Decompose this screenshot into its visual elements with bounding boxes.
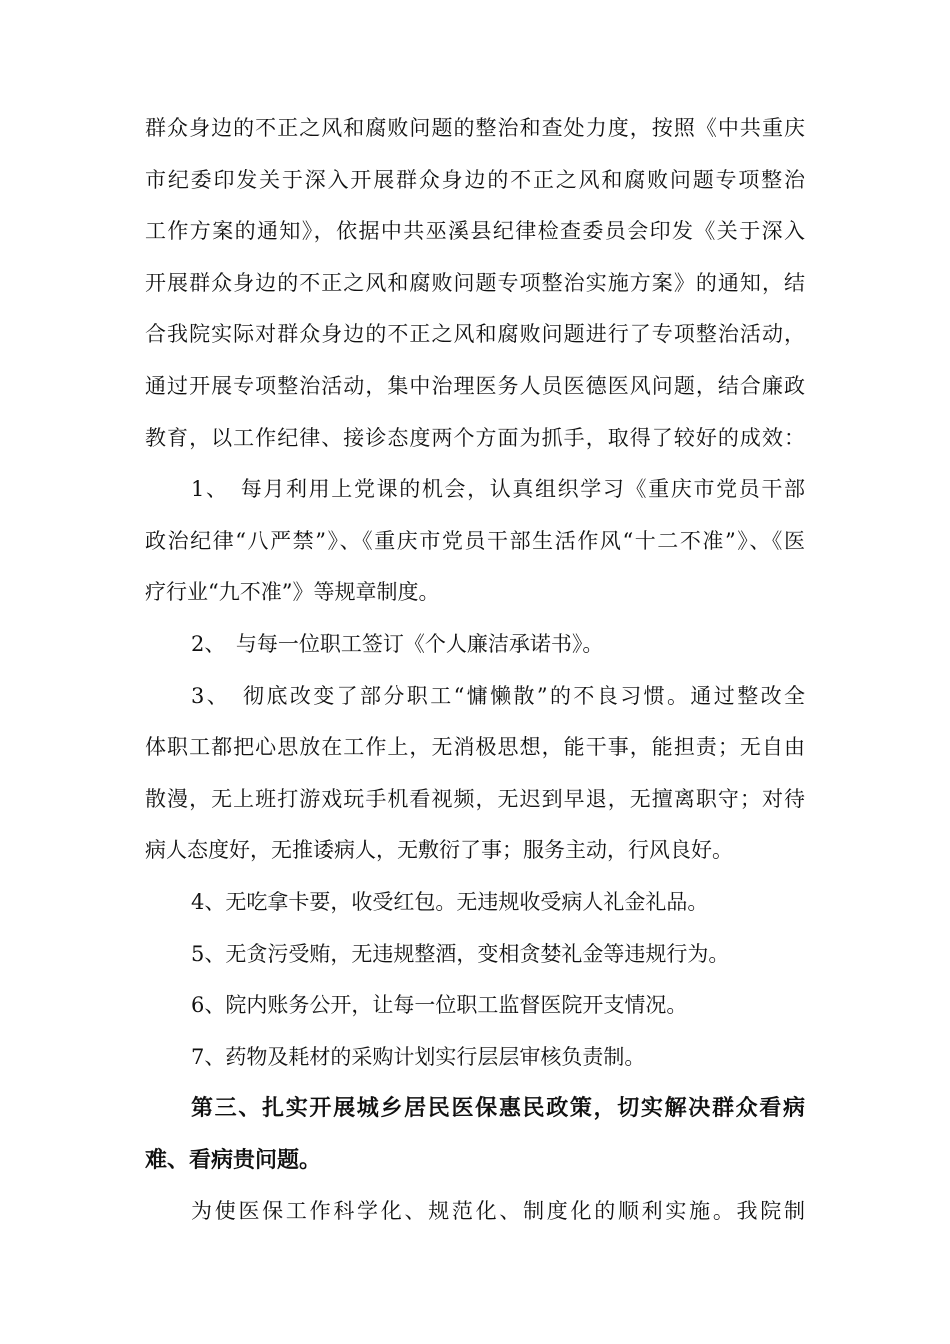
list-item-3: 3、 彻底改变了部分职工“慵懒散”的不良习惯。通过整改全 <box>191 683 805 708</box>
body-line: 体职工都把心思放在工作上，无消极思想，能干事，能担责；无自由 <box>145 735 805 760</box>
list-item-4: 4、无吃拿卡要，收受红包。无违规收受病人礼金礼品。 <box>191 889 709 914</box>
section-heading-continued: 难、看病贵问题。 <box>145 1146 322 1173</box>
section-heading: 第三、扎实开展城乡居民医保惠民政策，切实解决群众看病 <box>191 1095 805 1122</box>
body-line: 工作方案的通知》，依据中共巫溪县纪律检查委员会印发《关于深入 <box>145 219 805 244</box>
body-line: 疗行业“九不准”》等规章制度。 <box>145 580 440 605</box>
body-line: 教育，以工作纪律、接诊态度两个方面为抓手，取得了较好的成效： <box>145 425 805 450</box>
list-item-7: 7、药物及耗材的采购计划实行层层审核负责制。 <box>191 1044 646 1069</box>
body-line: 开展群众身边的不正之风和腐败问题专项整治实施方案》的通知，结 <box>145 270 805 295</box>
list-item-6: 6、院内账务公开，让每一位职工监督医院开支情况。 <box>191 993 688 1018</box>
body-line: 政治纪律“八严禁”》、《重庆市党员干部生活作风“十二不准”》、《医 <box>145 528 805 553</box>
document-body <box>145 103 805 1238</box>
body-line: 散漫，无上班打游戏玩手机看视频，无迟到早退，无擅离职守；对待 <box>145 786 805 811</box>
body-line: 市纪委印发关于深入开展群众身边的不正之风和腐败问题专项整治 <box>145 167 805 192</box>
body-line: 群众身边的不正之风和腐败问题的整治和查处力度，按照《中共重庆 <box>145 116 805 140</box>
body-line: 通过开展专项整治活动，集中治理医务人员医德医风问题，结合廉政 <box>145 373 805 398</box>
list-item-1: 1、 每月利用上党课的机会，认真组织学习《重庆市党员干部 <box>191 477 805 502</box>
list-item-2: 2、 与每一位职工签订《个人廉洁承诺书》。 <box>191 631 604 656</box>
body-line: 病人态度好，无推诿病人，无敷衍了事；服务主动，行风良好。 <box>145 838 733 863</box>
body-line: 合我院实际对群众身边的不正之风和腐败问题进行了专项整治活动， <box>145 322 805 347</box>
body-line: 为使医保工作科学化、规范化、制度化的顺利实施。我院制 <box>191 1199 805 1224</box>
list-item-5: 5、无贪污受贿，无违规整酒，变相贪婪礼金等违规行为。 <box>191 941 730 966</box>
